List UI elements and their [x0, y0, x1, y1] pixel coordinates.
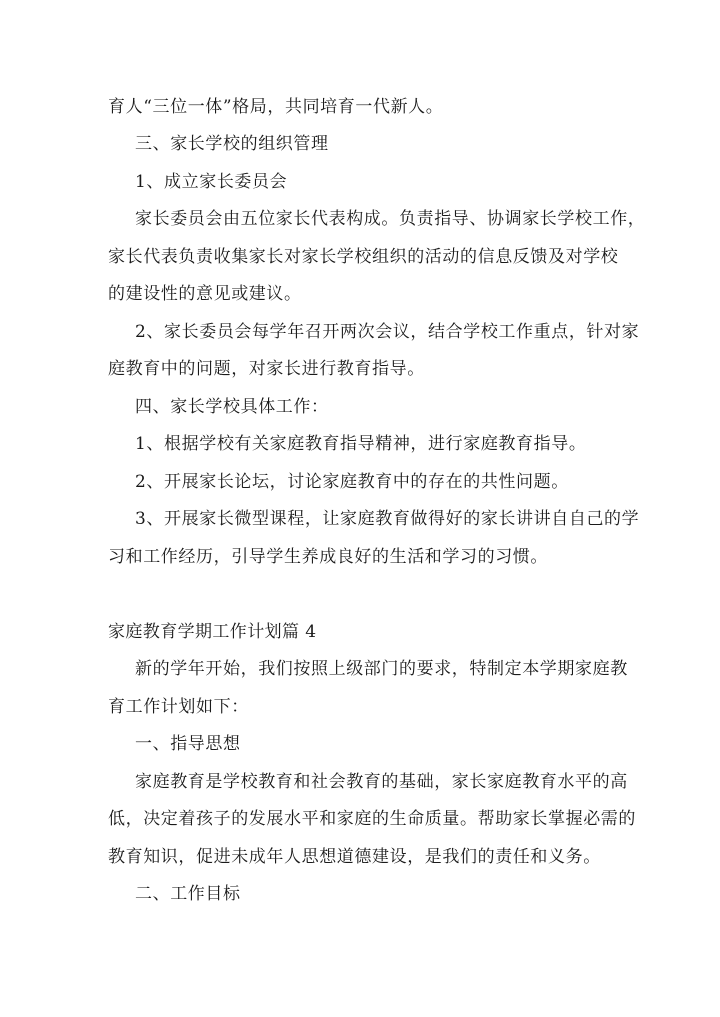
- paragraph-line: 习和工作经历，引导学生养成良好的生活和学习的习惯。: [108, 547, 548, 567]
- paragraph-line: 的建设性的意见或建议。: [108, 284, 302, 304]
- list-item: 3、开展家长微型课程，让家庭教育做得好的家长讲讲自自己的学: [135, 509, 640, 529]
- paragraph-line: 庭教育中的问题，对家长进行教育指导。: [108, 359, 425, 379]
- section-heading: 四、家长学校具体工作：: [135, 397, 329, 417]
- section-heading: 三、家长学校的组织管理: [135, 134, 329, 154]
- paragraph-line: 育工作计划如下：: [108, 697, 249, 717]
- list-item: 2、开展家长论坛，讨论家庭教育中的存在的共性问题。: [135, 472, 569, 492]
- paragraph-line: 2、家长委员会每学年召开两次会议，结合学校工作重点，针对家: [135, 322, 640, 342]
- paragraph-line: 育人“三位一体”格局，共同培育一代新人。: [108, 97, 444, 117]
- subsection-heading: 1、成立家长委员会: [135, 172, 288, 192]
- paragraph-line: 教育知识，促进未成年人思想道德建设，是我们的责任和义务。: [108, 847, 601, 867]
- paragraph-line: 低，决定着孩子的发展水平和家庭的生命质量。帮助家长掌握必需的: [108, 809, 636, 829]
- list-item: 1、根据学校有关家庭教育指导精神，进行家庭教育指导。: [135, 434, 587, 454]
- section-heading: 二、工作目标: [135, 884, 241, 904]
- paragraph-line: 家长代表负责收集家长对家长学校组织的活动的信息反馈及对学校: [108, 247, 619, 267]
- section-title: 家庭教育学期工作计划篇 4: [108, 622, 317, 642]
- paragraph-line: 家庭教育是学校教育和社会教育的基础，家长家庭教育水平的高: [135, 772, 628, 792]
- section-heading: 一、指导思想: [135, 734, 241, 754]
- paragraph-line: 家长委员会由五位家长代表构成。负责指导、协调家长学校工作，: [135, 209, 646, 229]
- paragraph-line: 新的学年开始，我们按照上级部门的要求，特制定本学期家庭教: [135, 659, 628, 679]
